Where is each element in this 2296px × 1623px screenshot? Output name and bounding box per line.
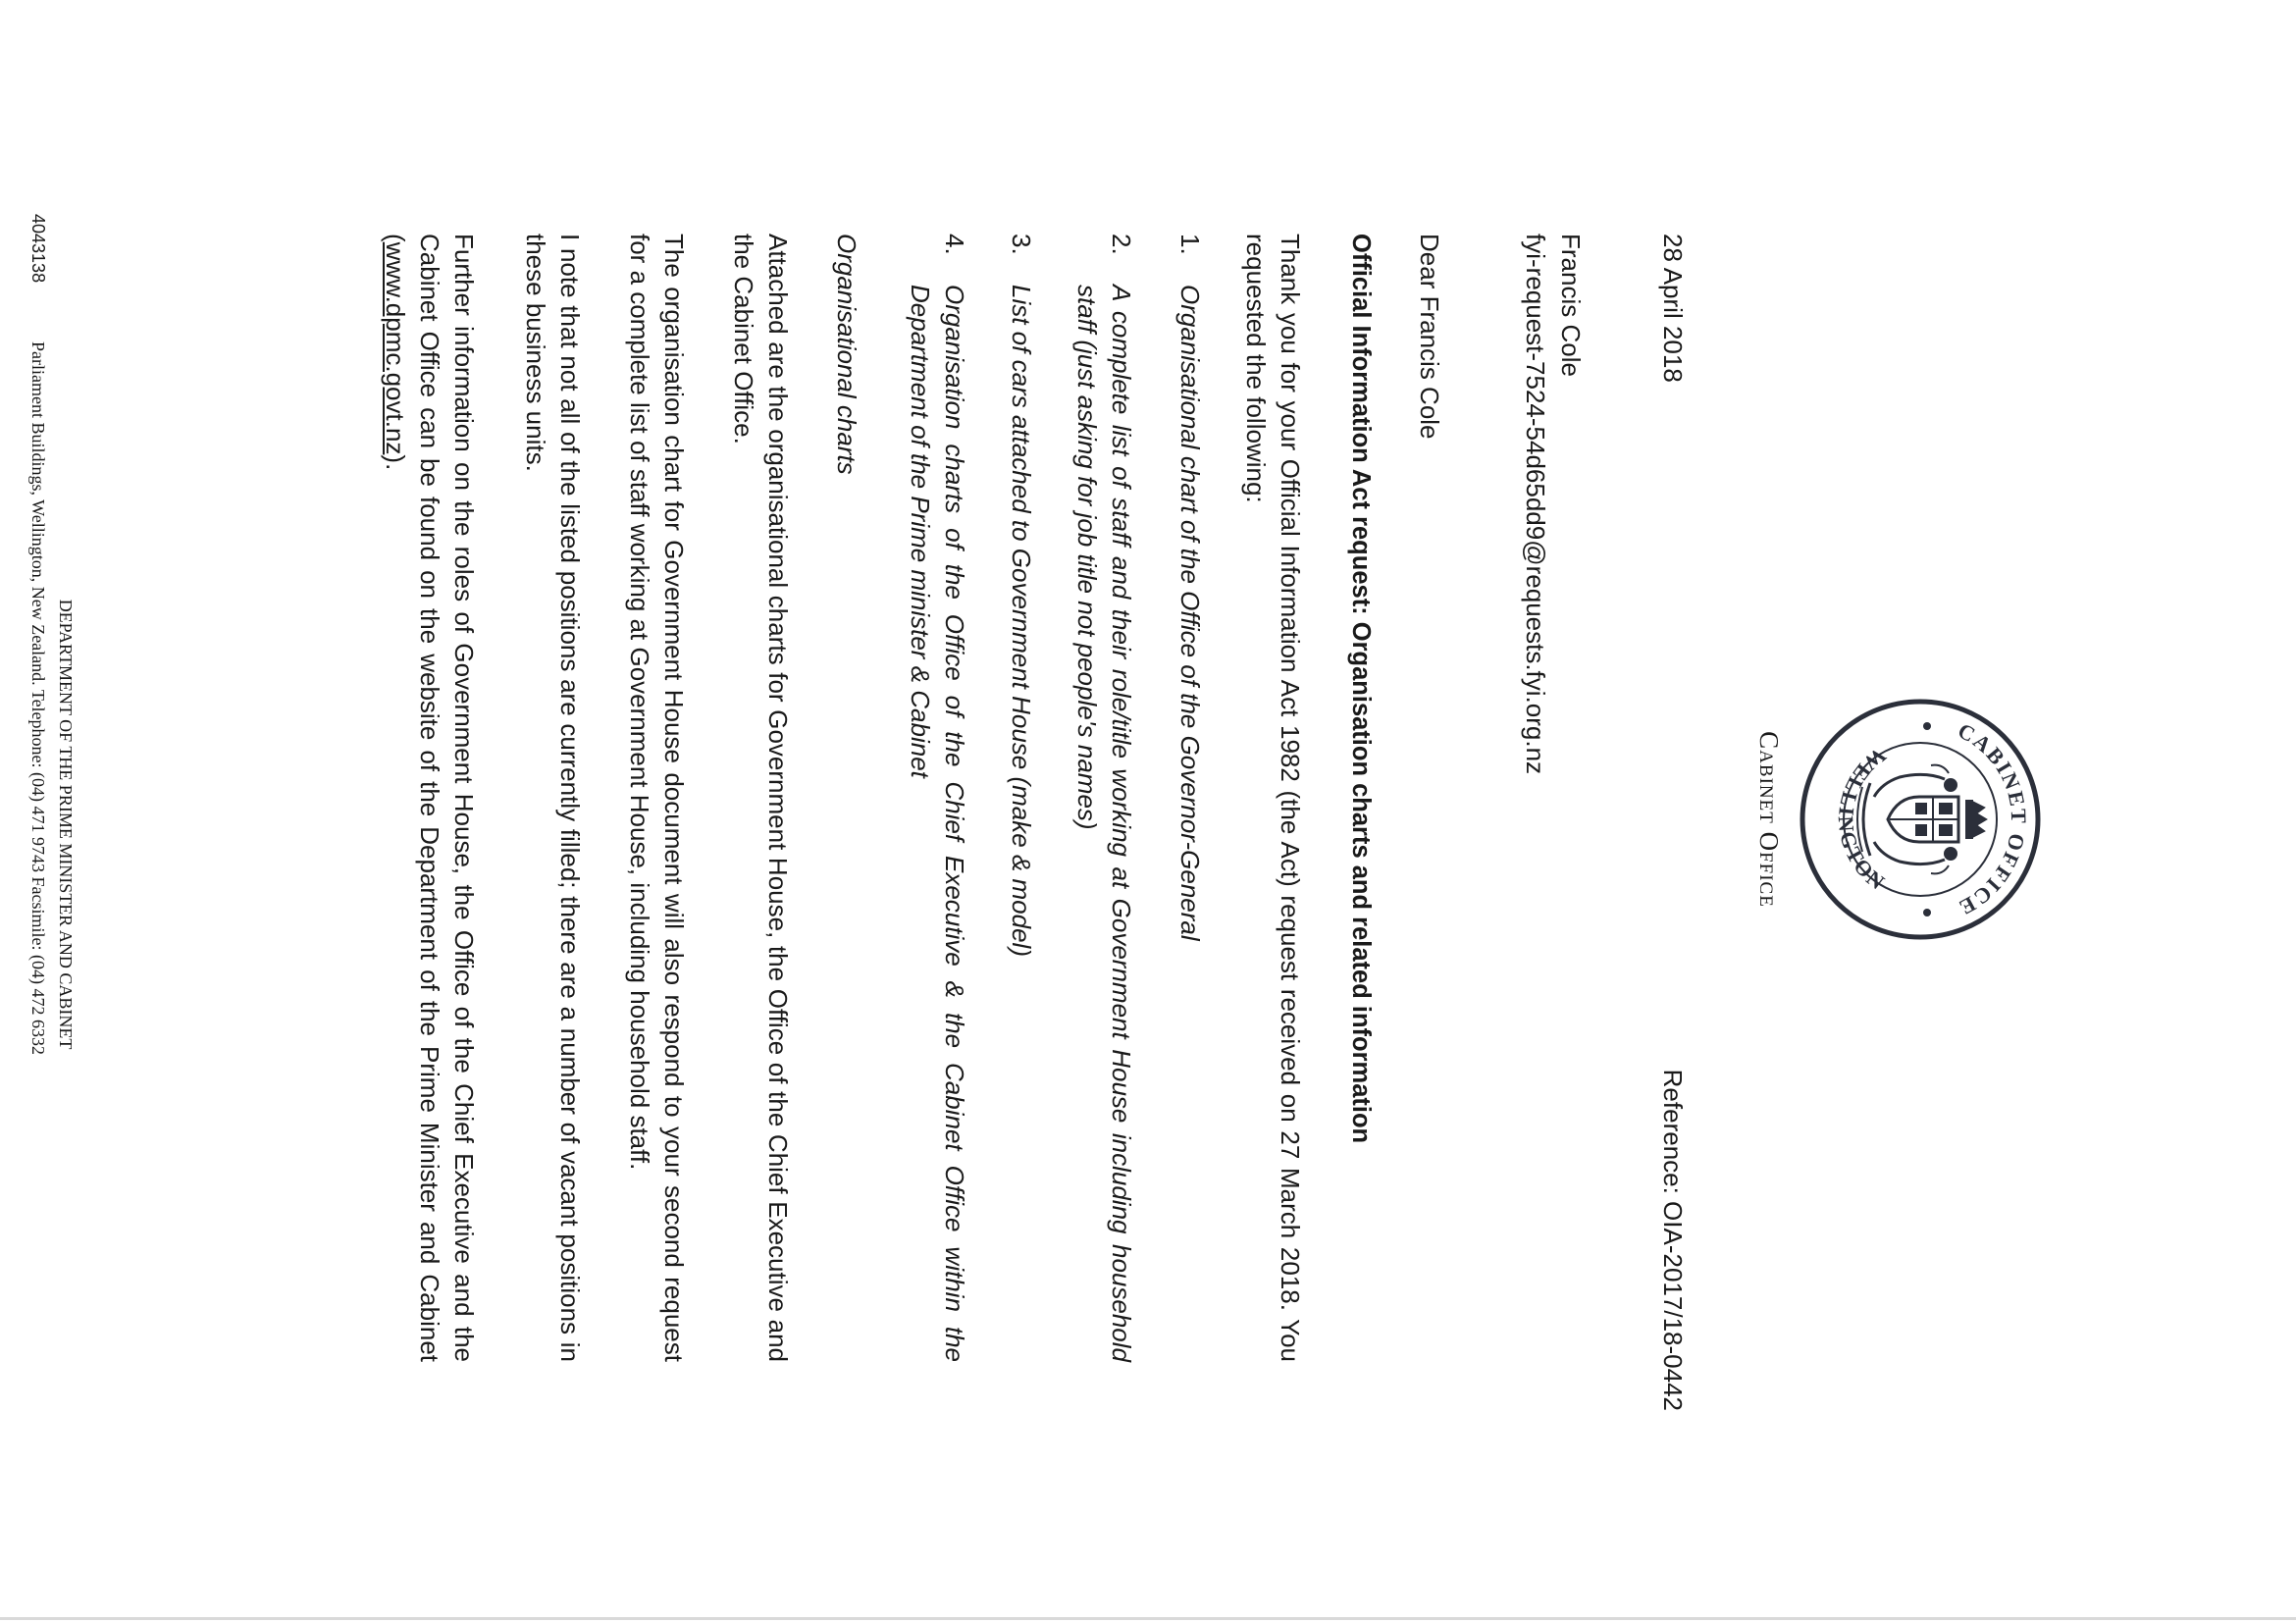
request-item-4	[903, 234, 971, 1362]
request-item-1	[1173, 234, 1207, 1362]
request-item-text: List of cars attached to Government House (make & model)	[1007, 285, 1036, 957]
intro-paragraph: Thank you for your Official Information Act 1982 (the Act) request received on 27 March 2018. You requested the following:	[1241, 234, 1305, 1362]
dpmc-website-link[interactable]: www.dpmc.govt.nz	[381, 241, 410, 455]
request-item-3	[1004, 234, 1038, 1362]
section-heading: Organisational charts	[832, 234, 861, 475]
request-item-text: Organisational chart of the Office of the Governor-General	[1175, 285, 1205, 941]
seal-ring-top-text: CABINET OFFICE	[1954, 717, 2032, 921]
office-title: Cabinet Office	[1754, 731, 1784, 908]
request-item-number: 3.	[1007, 234, 1036, 255]
seal-ring-bottom-text: WELLINGTON	[1833, 743, 1892, 896]
salutation: Dear Francis Cole	[1415, 234, 1444, 440]
scan-edge-line	[0, 1617, 2296, 1620]
request-item-text: A complete list of staff and their role/title working at Government House including household staff (just asking for job title not people's names)	[1072, 285, 1136, 1362]
recipient-email: fyi-request-7524-54d65dd9@requests.fyi.org.nz	[1521, 234, 1550, 775]
footer-doc-number: 4043138	[28, 214, 48, 284]
attached-paragraph: Attached are the organisational charts for Government House, the Office of the Chief Executive and the Cabinet Office.	[729, 234, 793, 1362]
footer-address: Parliament Buildings, Wellington, New Zealand. Telephone: (04) 471 9743 Facsimile: (04) 472 6332	[28, 341, 48, 1056]
cabinet-office-seal-icon	[1798, 697, 2043, 942]
vacant-positions-paragraph: I note that not all of the listed positions are currently filled; there are a number of vacant positions in these business units.	[521, 234, 585, 1362]
recipient-name: Francis Cole	[1556, 234, 1586, 377]
request-item-number: 1.	[1175, 234, 1205, 255]
request-item-text: Organisation charts of the Office of the Chief Executive & the Cabinet Office within the Department of the Prime minister & Cabinet	[906, 285, 969, 1362]
further-information-paragraph: Further information on the roles of Government House, the Office of the Chief Executive and the Cabinet Office can be found on the website of the Department of the Prime Minister and Cabinet (www.dpmc.govt.nz).	[381, 234, 479, 1362]
reference-number: Reference: OIA-2017/18-0442	[1658, 1069, 1688, 1411]
org-chart-paragraph: The organisation chart for Government House document will also respond to your second request for a complete list of staff working at Government House, including household staff.	[625, 234, 689, 1362]
footer-department: DEPARTMENT OF THE PRIME MINISTER AND CABINET	[56, 599, 76, 1050]
subject-line: Official Information Act request: Organisation charts and related information	[1347, 234, 1375, 1144]
letter-date: 28 April 2018	[1658, 234, 1688, 383]
request-item-number: 4.	[940, 234, 969, 255]
request-item-number: 2.	[1107, 234, 1136, 255]
request-item-2	[1070, 234, 1138, 1362]
